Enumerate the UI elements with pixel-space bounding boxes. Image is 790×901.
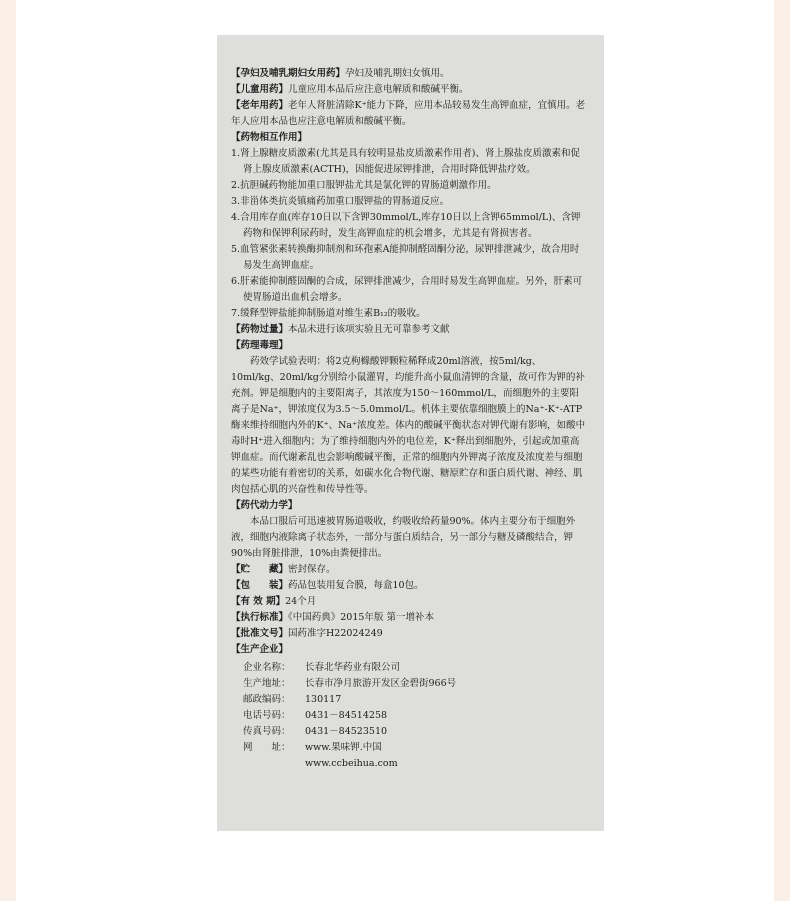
phone-value: 0431－84514258: [305, 710, 388, 721]
postcode-value: 130117: [305, 694, 342, 705]
pharmacokinetics-heading: 【药代动力学】: [231, 500, 298, 511]
section-heading: 【批准文号】: [231, 628, 289, 639]
overdose-section: [231, 322, 586, 338]
section-text: 孕妇及哺乳期妇女慎用。: [345, 68, 450, 79]
section-text: 国药准字H22024249: [288, 628, 383, 639]
section-heading: 【贮 藏】: [231, 564, 289, 575]
website-label-blank: [243, 756, 305, 772]
section-heading: 【老年用药】: [231, 100, 289, 111]
section-heading: 【执行标准】: [231, 612, 289, 623]
interaction-item: 4.合用库存血(库存10日以下含钾30mmol/L,库存10日以上含钾65mmol/L)、含钾药物和保钾利尿药时，发生高钾血症的机会增多，尤其是有肾损害者。: [231, 212, 581, 239]
standard-section: [231, 610, 586, 626]
section-text: 《中国药典》2015年版 第一增补本: [288, 612, 434, 623]
address-row: [243, 676, 586, 692]
section-heading: 【儿童用药】: [231, 84, 289, 95]
interaction-item: 3.非甾体类抗炎镇痛药加重口服钾盐的胃肠道反应。: [231, 196, 450, 207]
section-heading: 【药物过量】: [231, 324, 289, 335]
website-value-2: www.ccbeihua.com: [305, 758, 398, 769]
section-heading: 【孕妇及哺乳期妇女用药】: [231, 68, 346, 79]
storage-section: [231, 562, 586, 578]
section-heading: 【包 装】: [231, 580, 289, 591]
section-text: 老年人肾脏清除K⁺能力下降，应用本品较易发生高钾血症，宜慎用。老年人应用本品也应注意电解质和酸碱平衡。: [231, 100, 586, 127]
website-value: www.果味钾.中国: [305, 742, 382, 753]
section-text: 24个月: [285, 596, 317, 607]
pharmacokinetics-text: 本品口服后可迅速被胃肠道吸收，约吸收给药量90%。体内主要分布于细胞外液，细胞内液除离子状态外，一部分与蛋白质结合，另一部分与糖及磷酸结合，钾90%由肾脏排泄，10%由粪便排出。: [231, 516, 576, 559]
postcode-row: [243, 692, 586, 708]
interaction-item: 2.抗胆碱药物能加重口服钾盐尤其是氯化钾的胃肠道刺激作用。: [231, 180, 497, 191]
section-text: 本品未进行该项实验且无可靠参考文献: [288, 324, 450, 335]
left-border: [0, 0, 16, 901]
manufacturer-info: [231, 660, 586, 772]
website-label: 网 址：: [243, 742, 291, 753]
company-name-value: 长春北华药业有限公司: [305, 662, 401, 673]
package-insert-sheet: [217, 35, 604, 831]
fax-label: 传真号码：: [243, 726, 291, 737]
interaction-item: 7.缓释型钾盐能抑制肠道对维生素B₁₂的吸收。: [231, 308, 426, 319]
section-text: 药品包装用复合膜，每盒10包。: [288, 580, 424, 591]
address-label: 生产地址：: [243, 678, 291, 689]
interaction-item: 6.肝素能抑制醛固酮的合成，尿钾排泄减少，合用时易发生高钾血症。另外，肝素可使胃肠道出血机会增多。: [231, 276, 583, 303]
phone-label: 电话号码：: [243, 710, 291, 721]
package-section: [231, 578, 586, 594]
phone-row: [243, 708, 586, 724]
postcode-label: 邮政编码：: [243, 694, 291, 705]
pregnancy-section: [231, 66, 586, 82]
company-name-label: 企业名称：: [243, 662, 291, 673]
elderly-section: [231, 98, 586, 130]
manufacturer-heading: 【生产企业】: [231, 644, 289, 655]
validity-section: [231, 594, 586, 610]
fax-value: 0431－84523510: [305, 726, 388, 737]
website-row-2: [243, 756, 586, 772]
interaction-item: 1.肾上腺糖皮质激素(尤其是具有较明显盐皮质激素作用者)、肾上腺盐皮质激素和促肾上腺皮质激素(ACTH)，因能促进尿钾排泄，合用时降低钾盐疗效。: [231, 148, 580, 175]
pharmacology-text: 药效学试验表明：将2克枸橼酸钾颗粒稀释成20ml溶液，按5ml/kg、10ml/kg、20ml/kg分别给小鼠灌胃，均能升高小鼠血清钾的含量，故可作为钾的补充剂。钾是细胞内的主要阳离子，其浓度为150～160mmol/L，而细胞外的主要阳离子是Na⁺，钾浓度仅为3.5～5.0mmol/L。机体主要依靠细胞膜上的Na⁺-K⁺-ATP酶来维持细胞内外的K⁺、Na⁺浓度差。体内的酸碱平衡状态对钾代谢有影响，如酸中毒时H⁺进入细胞内；为了维持细胞内外的电位差，K⁺释出到细胞外，引起或加重高钾血症。而代谢紊乱也会影响酸碱平衡，正常的细胞内外钾离子浓度及浓度差与细胞的某些功能有着密切的关系，如碳水化合物代谢、糖原贮存和蛋白质代谢、神经、肌肉包括心肌的兴奋性和传导性等。: [231, 356, 586, 495]
website-row: [243, 740, 586, 756]
pharmacology-heading: 【药理毒理】: [231, 340, 289, 351]
right-border: [774, 0, 790, 901]
company-name-row: [243, 660, 586, 676]
address-value: 长春市净月旅游开发区金碧街966号: [305, 678, 457, 689]
section-text: 密封保存。: [288, 564, 336, 575]
interactions-heading: 【药物相互作用】: [231, 132, 308, 143]
fax-row: [243, 724, 586, 740]
children-section: [231, 82, 586, 98]
section-text: 儿童应用本品后应注意电解质和酸碱平衡。: [288, 84, 469, 95]
interaction-item: 5.血管紧张素转换酶抑制剂和环孢素A能抑制醛固酮分泌，尿钾排泄减少，故合用时易发生高钾血症。: [231, 244, 580, 271]
section-heading: 【有 效 期】: [231, 596, 286, 607]
approval-section: [231, 626, 586, 642]
